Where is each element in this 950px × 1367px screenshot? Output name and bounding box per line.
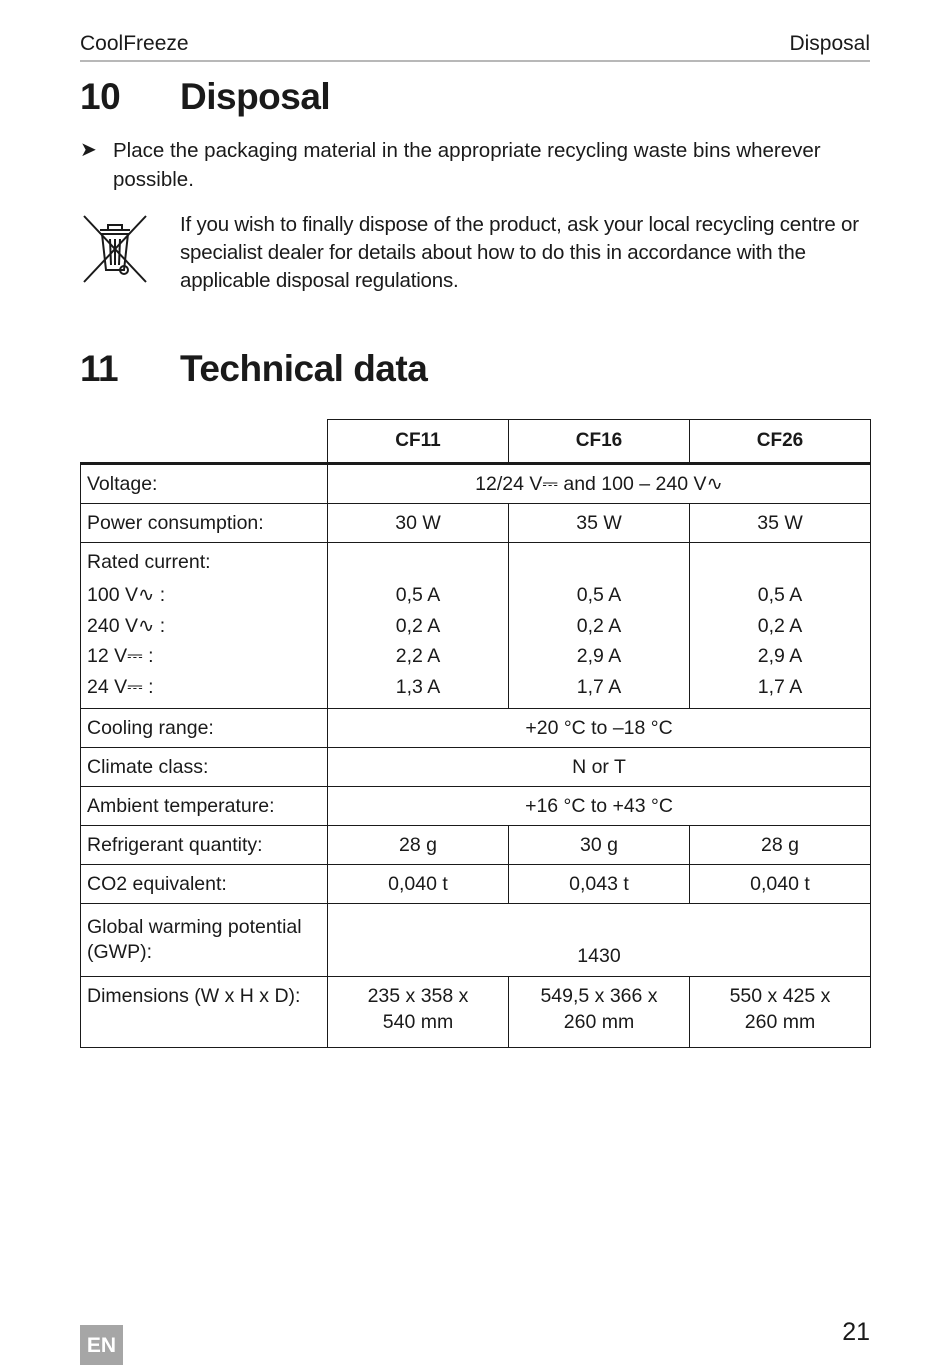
row-label: Dimensions (W x H x D): <box>81 977 328 1048</box>
co2-cf26: 0,040 t <box>690 865 871 904</box>
ambient-temperature-value: +16 °C to +43 °C <box>328 787 871 826</box>
table-row-rated-current <box>81 543 871 709</box>
rated-current-cf26 <box>690 543 871 709</box>
current-value: 2,9 A <box>576 645 622 667</box>
dimensions-cf16 <box>509 977 690 1048</box>
dimension-line: 550 x 425 x <box>729 985 831 1007</box>
gwp-label-line1: Global warming potential <box>87 916 302 938</box>
packaging-instruction <box>80 136 870 194</box>
table-row-climate-class <box>81 748 871 787</box>
refrigerant-cf11: 28 g <box>328 826 509 865</box>
current-value: 1,7 A <box>757 675 803 698</box>
co2-cf11: 0,040 t <box>328 865 509 904</box>
sublabel-12v-dc: 12 V⎓ : <box>87 645 154 667</box>
dimension-line: 549,5 x 366 x <box>540 985 658 1007</box>
model-header-cf16: CF16 <box>509 420 690 464</box>
current-value: 2,9 A <box>757 645 803 667</box>
dimension-line: 260 mm <box>744 1011 816 1033</box>
table-corner-cell <box>81 420 328 464</box>
table-row-voltage <box>81 464 871 504</box>
table-row-cooling-range <box>81 709 871 748</box>
current-value: 1,7 A <box>576 675 622 698</box>
power-cf16: 35 W <box>509 504 690 543</box>
dimensions-cf26 <box>690 977 871 1048</box>
current-value: 0,2 A <box>395 614 441 637</box>
language-badge: EN <box>80 1325 123 1365</box>
table-row-dimensions <box>81 977 871 1048</box>
section-number: 11 <box>80 348 119 389</box>
climate-class-value: N or T <box>328 748 871 787</box>
sublabel-24v-dc: 24 V⎓ : <box>87 675 154 698</box>
current-value: 0,2 A <box>757 614 803 637</box>
row-label: Rated current: <box>87 551 211 573</box>
section-title-technical-data <box>80 348 427 390</box>
current-value: 0,5 A <box>576 584 622 606</box>
gwp-value: 1430 <box>328 904 871 977</box>
technical-data-table <box>80 419 871 1048</box>
current-value: 0,2 A <box>576 614 622 637</box>
cooling-range-value: +20 °C to –18 °C <box>328 709 871 748</box>
section-title-text: Technical data <box>180 348 428 389</box>
gwp-label-line2: (GWP): <box>87 941 152 963</box>
row-label: Ambient temperature: <box>81 787 328 826</box>
current-value: 0,5 A <box>757 584 803 606</box>
co2-cf16: 0,043 t <box>509 865 690 904</box>
table-row-power-consumption <box>81 504 871 543</box>
crossed-out-wheelie-bin-icon <box>80 212 150 286</box>
arrow-bullet-icon: ➤ <box>80 139 97 161</box>
gwp-label <box>81 904 328 977</box>
table-row-co2-equivalent <box>81 865 871 904</box>
dimension-line: 260 mm <box>563 1011 635 1033</box>
table-row-ambient-temperature <box>81 787 871 826</box>
sublabel-100v-ac: 100 V∿ : <box>87 584 166 606</box>
refrigerant-cf26: 28 g <box>690 826 871 865</box>
row-label: Climate class: <box>81 748 328 787</box>
dimension-line: 540 mm <box>382 1011 454 1033</box>
refrigerant-cf16: 30 g <box>509 826 690 865</box>
header-product-name: CoolFreeze <box>80 32 189 55</box>
section-title-text: Disposal <box>180 76 331 117</box>
section-title-disposal <box>80 76 330 118</box>
power-cf26: 35 W <box>690 504 871 543</box>
model-header-cf26: CF26 <box>690 420 871 464</box>
rated-current-labels <box>81 543 328 709</box>
model-header-cf11: CF11 <box>328 420 509 464</box>
current-value: 1,3 A <box>395 675 441 698</box>
rated-current-cf16 <box>509 543 690 709</box>
current-value: 2,2 A <box>395 645 441 667</box>
voltage-value: 12/24 V⎓ and 100 – 240 V∿ <box>328 464 871 504</box>
power-cf11: 30 W <box>328 504 509 543</box>
row-label: Refrigerant quantity: <box>81 826 328 865</box>
sublabel-240v-ac: 240 V∿ : <box>87 614 166 637</box>
row-label: Power consumption: <box>81 504 328 543</box>
current-value: 0,5 A <box>395 584 441 606</box>
section-number: 10 <box>80 76 121 117</box>
row-label: Voltage: <box>81 464 328 504</box>
row-label: Cooling range: <box>81 709 328 748</box>
table-header-row <box>81 420 871 464</box>
table-row-refrigerant-quantity <box>81 826 871 865</box>
header-chapter-name: Disposal <box>789 32 870 55</box>
page-number: 21 <box>842 1318 870 1346</box>
page-header <box>80 30 870 62</box>
row-label: CO2 equivalent: <box>81 865 328 904</box>
disposal-instruction-text: If you wish to finally dispose of the product, ask your local recycling centre or specialist dealer for details about how to do this in accordance with the applicable disposal regulations. <box>180 213 859 292</box>
dimensions-cf11 <box>328 977 509 1048</box>
table-row-gwp <box>81 904 871 977</box>
instruction-text: Place the packaging material in the appropriate recycling waste bins wherever possible. <box>113 139 821 191</box>
rated-current-cf11 <box>328 543 509 709</box>
dimension-line: 235 x 358 x <box>367 985 469 1007</box>
